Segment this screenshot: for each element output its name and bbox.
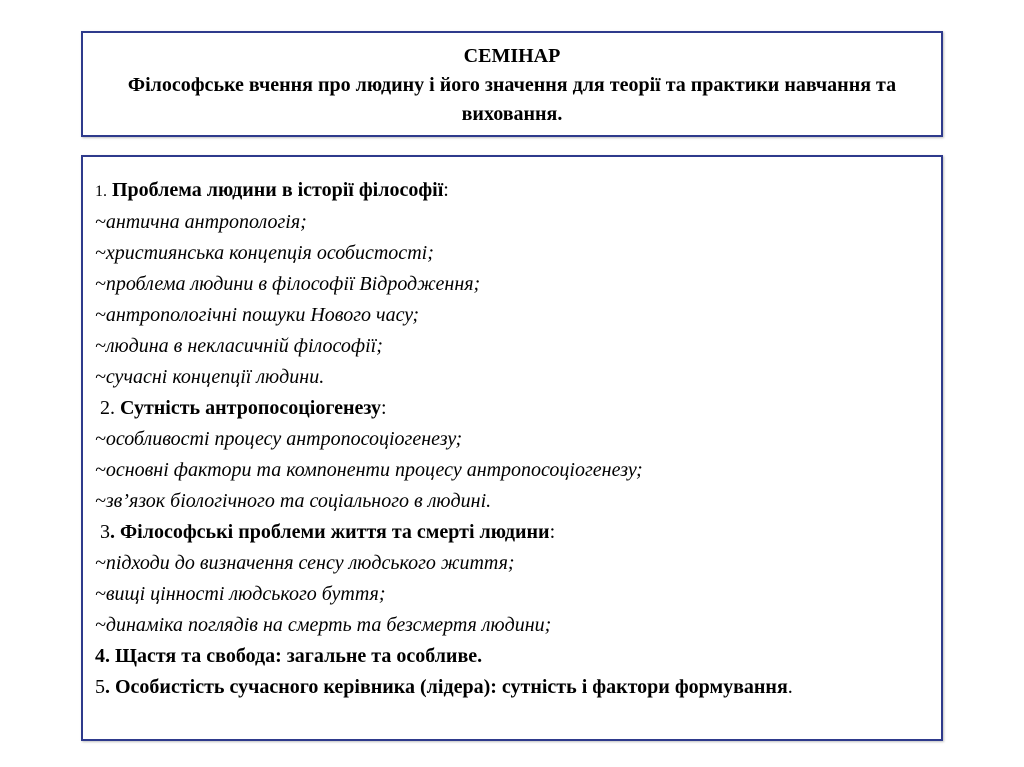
- section-5-number: 5: [95, 676, 105, 698]
- section-1-item: ~проблема людини в філософії Відродження;: [95, 273, 481, 295]
- section-1-number: 1.: [95, 183, 107, 200]
- section-3-item: ~динаміка поглядів на смерть та безсмертя людини;: [95, 614, 552, 636]
- title-box: [81, 31, 943, 137]
- content-box: [81, 155, 943, 741]
- section-3-colon: :: [549, 521, 556, 543]
- section-1-item: ~антична антропологія;: [95, 211, 307, 233]
- section-2-colon: :: [381, 397, 387, 419]
- section-5-end: .: [787, 676, 793, 698]
- section-2-title: Сутність антропосоціогенезу: [120, 397, 382, 419]
- section-1-item: ~людина в некласичній філософії;: [95, 335, 383, 357]
- section-3-item: ~вищі цінності людського буття;: [95, 583, 386, 605]
- section-3-title: . Філософські проблеми життя та смерті людини: [110, 521, 550, 543]
- section-1-colon: :: [443, 179, 449, 201]
- section-1-heading: [95, 175, 931, 207]
- section-3-item: ~підходи до визначення сенсу людського життя;: [95, 552, 515, 574]
- section-2-number: 2.: [100, 397, 115, 419]
- section-1-item: ~антропологічні пошуки Нового часу;: [95, 304, 420, 326]
- seminar-heading: СЕМІНАР: [463, 45, 561, 67]
- section-3-number: 3: [100, 521, 110, 543]
- section-1-item: ~християнська концепція особистості;: [95, 242, 434, 264]
- section-2-item: ~особливості процесу антропосоціогенезу;: [95, 428, 463, 450]
- section-5-text: . Особистість сучасного керівника (лідера): сутність і фактори формування: [105, 676, 788, 698]
- section-2-item: ~основні фактори та компоненти процесу антропосоціогенезу;: [95, 459, 643, 481]
- section-5-heading: [95, 672, 931, 703]
- seminar-subtitle: Філософське вчення про людину і його значення для теорії та практики навчання та виховання.: [127, 74, 897, 125]
- section-3-heading: [95, 517, 931, 548]
- section-2-heading: [95, 393, 931, 424]
- section-2-item: ~зв’язок біологічного та соціального в людині.: [95, 490, 492, 512]
- section-1-title: Проблема людини в історії філософії: [112, 179, 444, 201]
- section-1-item: ~сучасні концепції людини.: [95, 366, 325, 388]
- section-4-heading: 4. Щастя та свобода: загальне та особливе.: [95, 645, 483, 667]
